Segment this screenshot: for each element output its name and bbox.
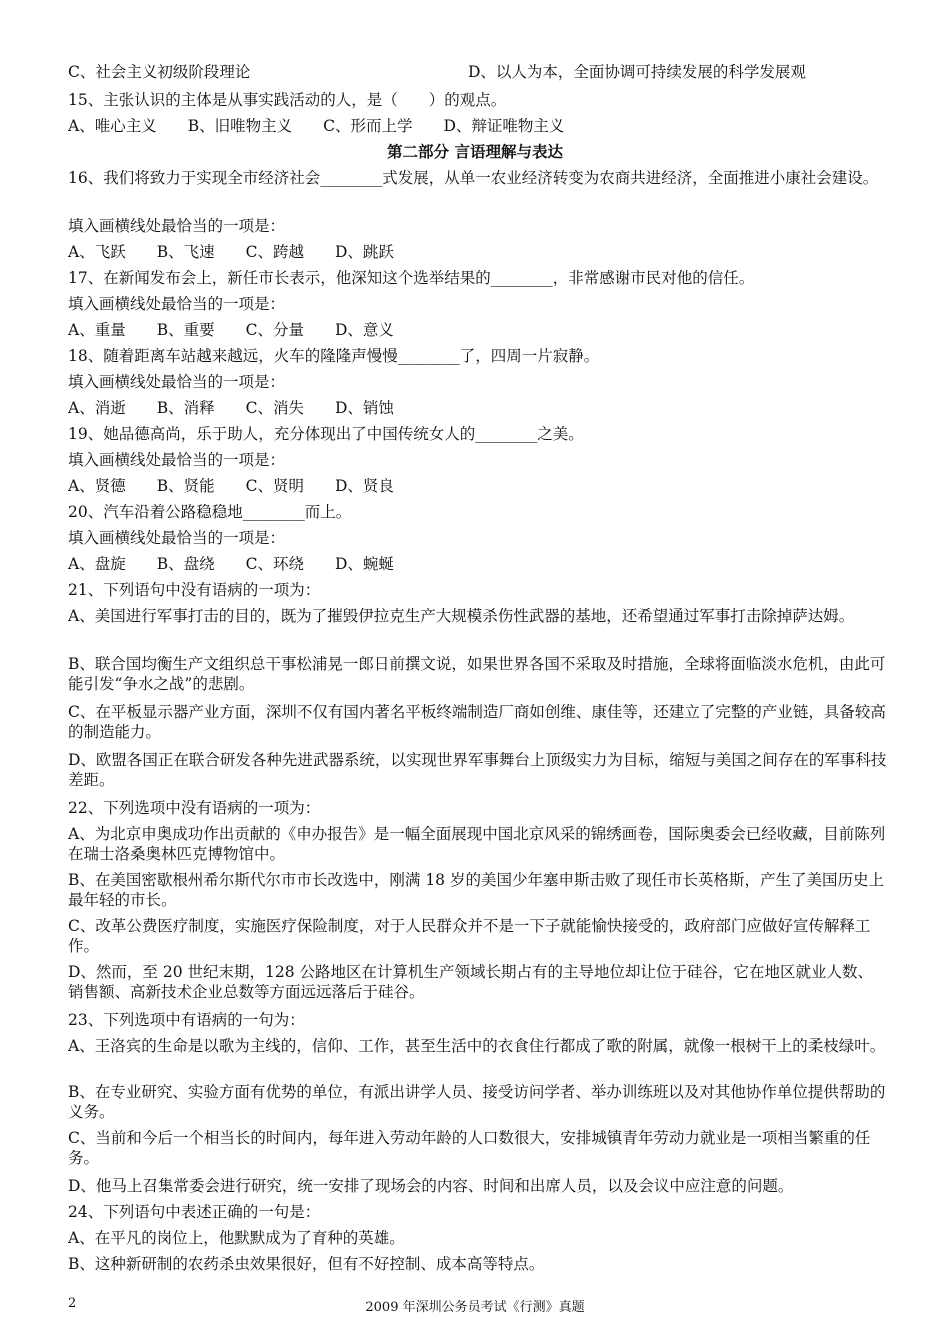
q17-prompt: 填入画横线处最恰当的一项是： [68,295,286,313]
q23-option-c: C、当前和今后一个相当长的时间内，每年进入劳动年龄的人口数很大，安排城镇青年劳动力就业是一项相当繁重的任务。 [68,1129,871,1167]
q15-stem: 15、主张认识的主体是从事实践活动的人，是（ ）的观点。 [68,91,507,109]
q16-options: A、飞跃 B、飞速 C、跨越 D、跳跃 [68,243,394,261]
q22-option-c: C、改革公费医疗制度，实施医疗保险制度，对于人民群众并不是一下子就能愉快接受的，政府部门应做好宣传解释工作。 [68,917,871,955]
q22-option-a: A、为北京申奥成功作出贡献的《申办报告》是一幅全面展现中国北京风采的锦绣画卷，国际奥委会已经收藏，目前陈列在瑞士洛桑奥林匹克博物馆中。 [68,825,886,863]
q23-option-d: D、他马上召集常委会进行研究，统一安排了现场会的内容、时间和出席人员，以及会议中应注意的问题。 [68,1177,794,1195]
q19-options: A、贤德 B、贤能 C、贤明 D、贤良 [68,477,394,495]
q15-options: A、唯心主义 B、旧唯物主义 C、形而上学 D、辩证唯物主义 [68,117,565,135]
q21-stem: 21、下列语句中没有语病的一项为： [68,581,321,599]
q20-prompt: 填入画横线处最恰当的一项是： [68,529,286,547]
q14-options-cd [68,62,888,82]
q22-option-b: B、在美国密歇根州希尔斯代尔市市长改选中，刚满 18 岁的美国少年塞申斯击败了现任市长英格斯，产生了美国历史上最年轻的市长。 [68,871,884,909]
q21-option-b: B、联合国均衡生产文组织总干事松浦晃一郎日前撰文说，如果世界各国不采取及时措施，全球将面临淡水危机，由此可能引发“争水之战”的悲剧。 [68,655,886,693]
q21-option-d: D、欧盟各国正在联合研发各种先进武器系统，以实现世界军事舞台上顶级实力为目标，缩短与美国之间存在的军事科技差距。 [68,751,887,789]
q16-prompt: 填入画横线处最恰当的一项是： [68,217,286,235]
q14-option-d: D、以人为本，全面协调可持续发展的科学发展观 [468,63,806,81]
q16-stem: 16、我们将致力于实现全市经济社会________式发展，从单一农业经济转变为农商共进经济，全面推进小康社会建设。 [68,169,879,187]
q18-options: A、消逝 B、消释 C、消失 D、销蚀 [68,399,394,417]
q24-option-b: B、这种新研制的农药杀虫效果很好，但有不好控制、成本高等特点。 [68,1255,545,1273]
q23-option-a: A、王洛宾的生命是以歌为主线的，信仰、工作，甚至生活中的衣食住行都成了歌的附属，就像一根树干上的柔枝绿叶。 [68,1037,886,1055]
q22-option-d: D、然而，至 20 世纪末期，128 公路地区在计算机生产领域长期占有的主导地位却让位于硅谷，它在地区就业人数、销售额、高新技术企业总数等方面远远落后于硅谷。 [68,963,874,1001]
q24-option-a: A、在平凡的岗位上，他默默成为了育种的英雄。 [68,1229,405,1247]
q18-stem: 18、随着距离车站越来越远，火车的隆隆声慢慢________了，四周一片寂静。 [68,347,600,365]
q22-stem: 22、下列选项中没有语病的一项为： [68,799,321,817]
q21-option-a: A、美国进行军事打击的目的，既为了摧毁伊拉克生产大规模杀伤性武器的基地，还希望通过军事打击除掉萨达姆。 [68,607,855,625]
q19-prompt: 填入画横线处最恰当的一项是： [68,451,286,469]
q20-options: A、盘旋 B、盘绕 C、环绕 D、蜿蜒 [68,555,394,573]
q18-prompt: 填入画横线处最恰当的一项是： [68,373,286,391]
q19-stem: 19、她品德高尚，乐于助人，充分体现出了中国传统女人的________之美。 [68,425,584,443]
section-title: 第二部分 言语理解与表达 [387,142,563,161]
q14-option-c: C、社会主义初级阶段理论 [68,63,251,81]
q20-stem: 20、汽车沿着公路稳稳地________而上。 [68,503,352,521]
q23-option-b: B、在专业研究、实验方面有优势的单位，有派出讲学人员、接受访问学者、举办训练班以及对其他协作单位提供帮助的义务。 [68,1083,886,1121]
q21-option-c: C、在平板显示器产业方面，深圳不仅有国内著名平板终端制造厂商如创维、康佳等，还建立了完整的产业链，具备较高的制造能力。 [68,703,886,741]
q23-stem: 23、下列选项中有语病的一句为： [68,1011,305,1029]
q24-stem: 24、下列语句中表述正确的一句是： [68,1203,321,1221]
footer-title: 2009 年深圳公务员考试《行测》真题 [365,1300,585,1315]
q17-options: A、重量 B、重要 C、分量 D、意义 [68,321,394,339]
q17-stem: 17、在新闻发布会上，新任市长表示，他深知这个选举结果的________，非常感谢市民对他的信任。 [68,269,755,287]
page-number: 2 [68,1296,77,1311]
